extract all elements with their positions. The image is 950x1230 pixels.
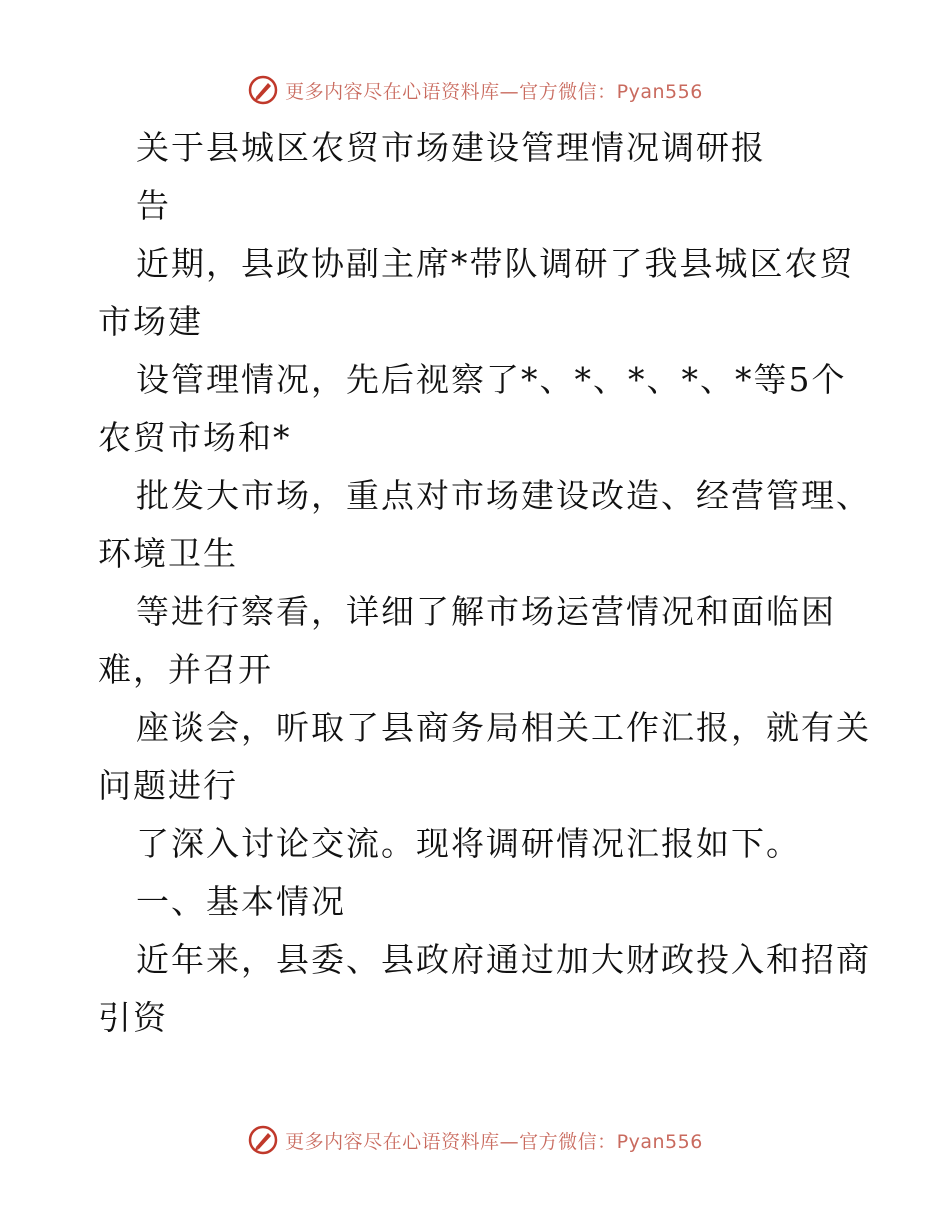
pen-circle-logo-icon xyxy=(247,1124,279,1156)
paragraph-line: 了深入讨论交流。现将调研情况汇报如下。 xyxy=(136,824,801,863)
paragraph-line: 市场建 xyxy=(98,302,203,341)
paragraph-line: 引资 xyxy=(98,998,168,1037)
document-title-line-2: 告 xyxy=(136,186,171,225)
paragraph-line: 农贸市场和* xyxy=(98,418,292,457)
paragraph-line: 近年来，县委、县政府通过加大财政投入和招商 xyxy=(136,940,871,979)
watermark-footer xyxy=(0,1120,950,1160)
watermark-text: 更多内容尽在心语资料库—官方微信：Pyan556 xyxy=(285,1130,703,1153)
paragraph-line: 设管理情况，先后视察了*、*、*、*、*等5个 xyxy=(136,360,847,399)
paragraph-line: 等进行察看，详细了解市场运营情况和面临困 xyxy=(136,592,836,631)
paragraph-line: 难，并召开 xyxy=(98,650,273,689)
paragraph-line: 批发大市场，重点对市场建设改造、经营管理、 xyxy=(136,476,871,515)
section-heading: 一、基本情况 xyxy=(136,882,346,921)
paragraph-line: 问题进行 xyxy=(98,766,238,805)
watermark-header xyxy=(0,70,950,110)
watermark-text: 更多内容尽在心语资料库—官方微信：Pyan556 xyxy=(285,80,703,103)
pen-circle-logo-icon xyxy=(247,74,279,106)
paragraph-line: 近期，县政协副主席*带队调研了我县城区农贸 xyxy=(136,244,855,283)
paragraph-line: 环境卫生 xyxy=(98,534,238,573)
document-title-line-1: 关于县城区农贸市场建设管理情况调研报 xyxy=(136,128,766,167)
paragraph-line: 座谈会，听取了县商务局相关工作汇报，就有关 xyxy=(136,708,871,747)
